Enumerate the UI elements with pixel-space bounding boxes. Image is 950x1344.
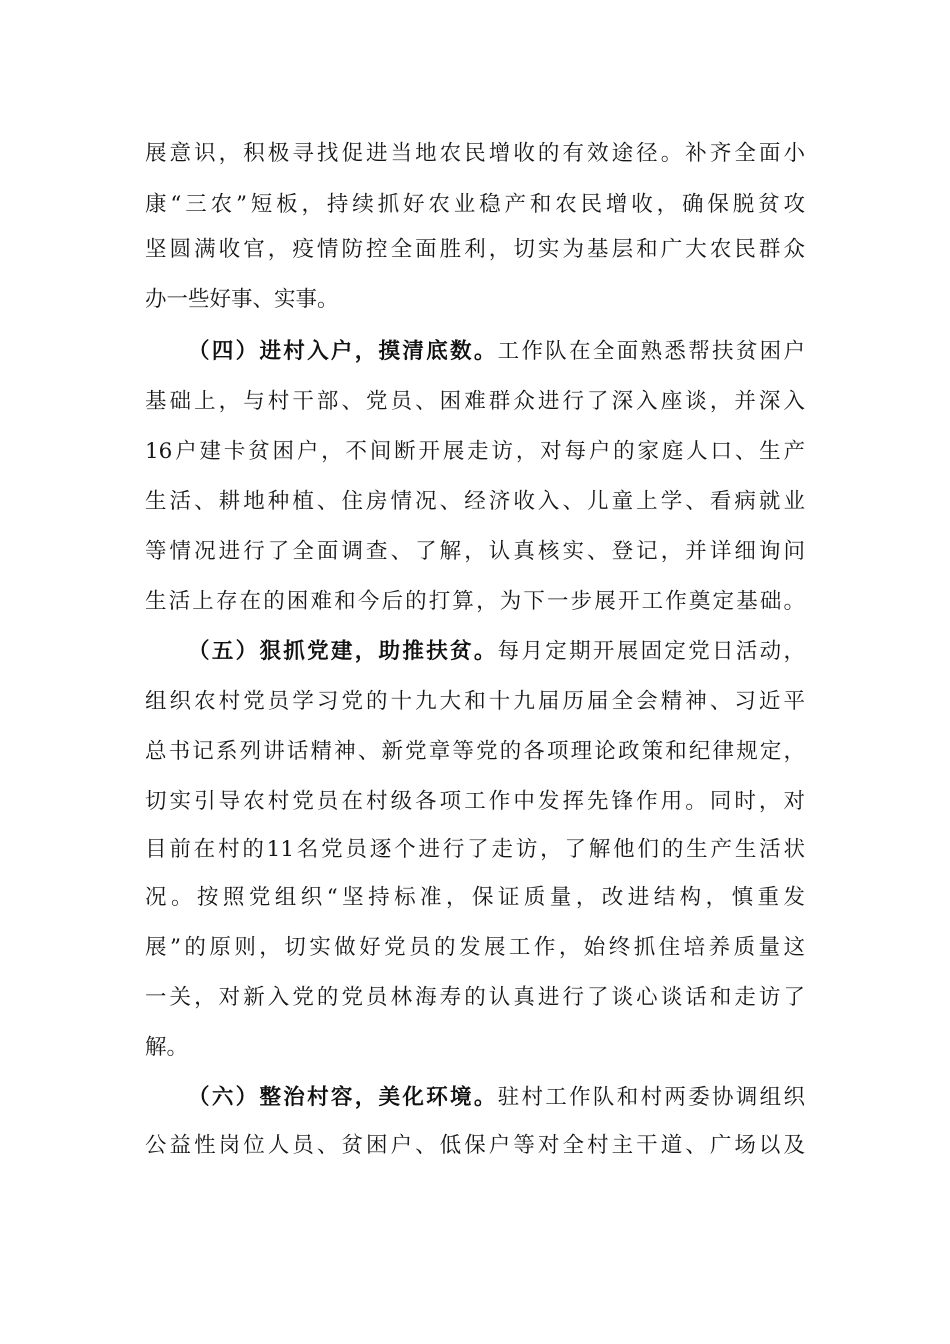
text-line: 生活上存在的困难和今后的打算，为下一步展开工作奠定基础。 — [145, 589, 805, 614]
text-line — [188, 632, 805, 672]
section-heading: （五）狠抓党建，助推扶贫。 — [188, 639, 498, 664]
text-line: 16户建卡贫困户，不间断开展走访，对每户的家庭人口、生产 — [145, 439, 805, 464]
text-line: 解。 — [145, 1035, 189, 1060]
section-heading: （六）整治村容，美化环境。 — [188, 1085, 498, 1110]
text-line: 康“三农”短板，持续抓好农业稳产和农民增收，确保脱贫攻 — [145, 192, 805, 217]
text-line: 基础上，与村干部、党员、困难群众进行了深入座谈，并深入 — [145, 389, 805, 414]
text-line: 目前在村的11名党员逐个进行了走访，了解他们的生产生活状 — [145, 837, 805, 862]
text-line: 总书记系列讲话精神、新党章等党的各项理论政策和纪律规定， — [145, 739, 805, 764]
text-line: 切实引导农村党员在村级各项工作中发挥先锋作用。同时，对 — [145, 789, 805, 814]
text-line — [188, 1078, 805, 1118]
text-line: 一关，对新入党的党员林海寿的认真进行了谈心谈话和走访了 — [145, 985, 805, 1010]
text-line: 展意识，积极寻找促进当地农民增收的有效途径。补齐全面小 — [145, 141, 805, 166]
text-line: 生活、耕地种植、住房情况、经济收入、儿童上学、看病就业 — [145, 489, 805, 514]
text-line: 况。按照党组织“坚持标准，保证质量，改进结构，慎重发 — [145, 885, 805, 910]
text-line: 等情况进行了全面调查、了解，认真核实、登记，并详细询问 — [145, 539, 805, 564]
text-run: 驻村工作队和村两委协调组织 — [497, 1085, 805, 1110]
text-line: 组织农村党员学习党的十九大和十九届历届全会精神、习近平 — [145, 689, 805, 714]
text-line: 展”的原则，切实做好党员的发展工作，始终抓住培养质量这 — [145, 935, 805, 960]
text-line — [188, 332, 805, 372]
text-run: 每月定期开展固定党日活动， — [497, 639, 805, 664]
text-line: 办一些好事、实事。 — [145, 287, 339, 312]
text-line: 坚圆满收官，疫情防控全面胜利，切实为基层和广大农民群众 — [145, 237, 805, 262]
text-run: 工作队在全面熟悉帮扶贫困户 — [497, 339, 805, 364]
section-heading: （四）进村入户，摸清底数。 — [188, 339, 498, 364]
text-line: 公益性岗位人员、贫困户、低保户等对全村主干道、广场以及 — [145, 1133, 805, 1158]
